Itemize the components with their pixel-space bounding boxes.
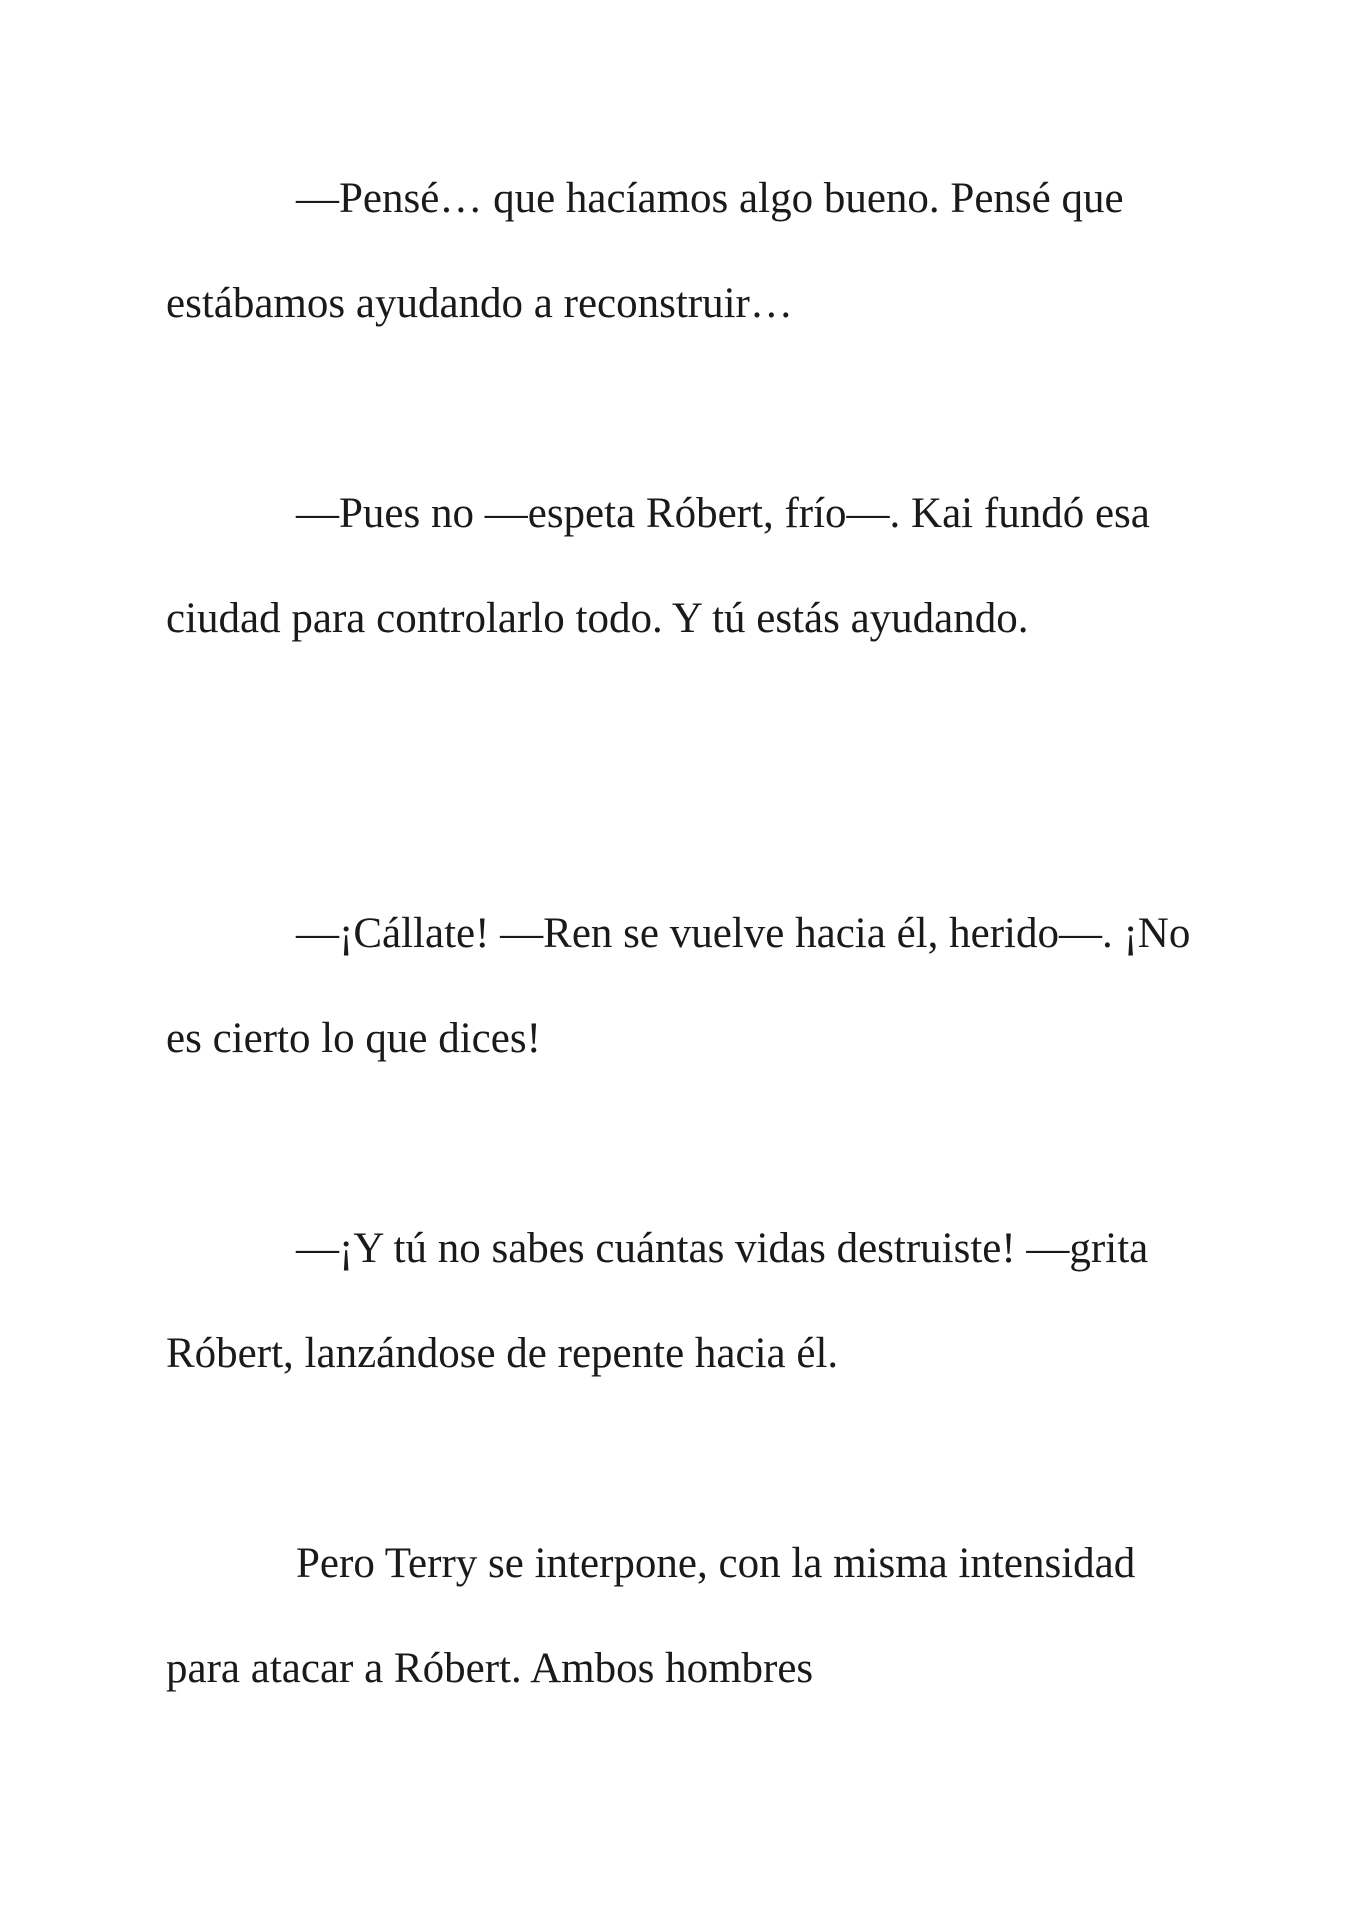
paragraph-5: Pero Terry se interpone, con la misma intensidad para atacar a Róbert. Ambos hombres xyxy=(166,1540,1136,1692)
paragraph-3: —¡Cállate! —Ren se vuelve hacia él, herido—. ¡No es cierto lo que dices! xyxy=(166,910,1191,1062)
paragraph-1: —Pensé… que hacíamos algo bueno. Pensé que estábamos ayudando a reconstruir… xyxy=(166,175,1124,327)
paragraph-4: —¡Y tú no sabes cuántas vidas destruiste! —grita Róbert, lanzándose de repente hacia él. xyxy=(166,1225,1149,1377)
paragraph-2: —Pues no —espeta Róbert, frío—. Kai fundó esa ciudad para controlarlo todo. Y tú estás ayudando. xyxy=(166,490,1150,642)
